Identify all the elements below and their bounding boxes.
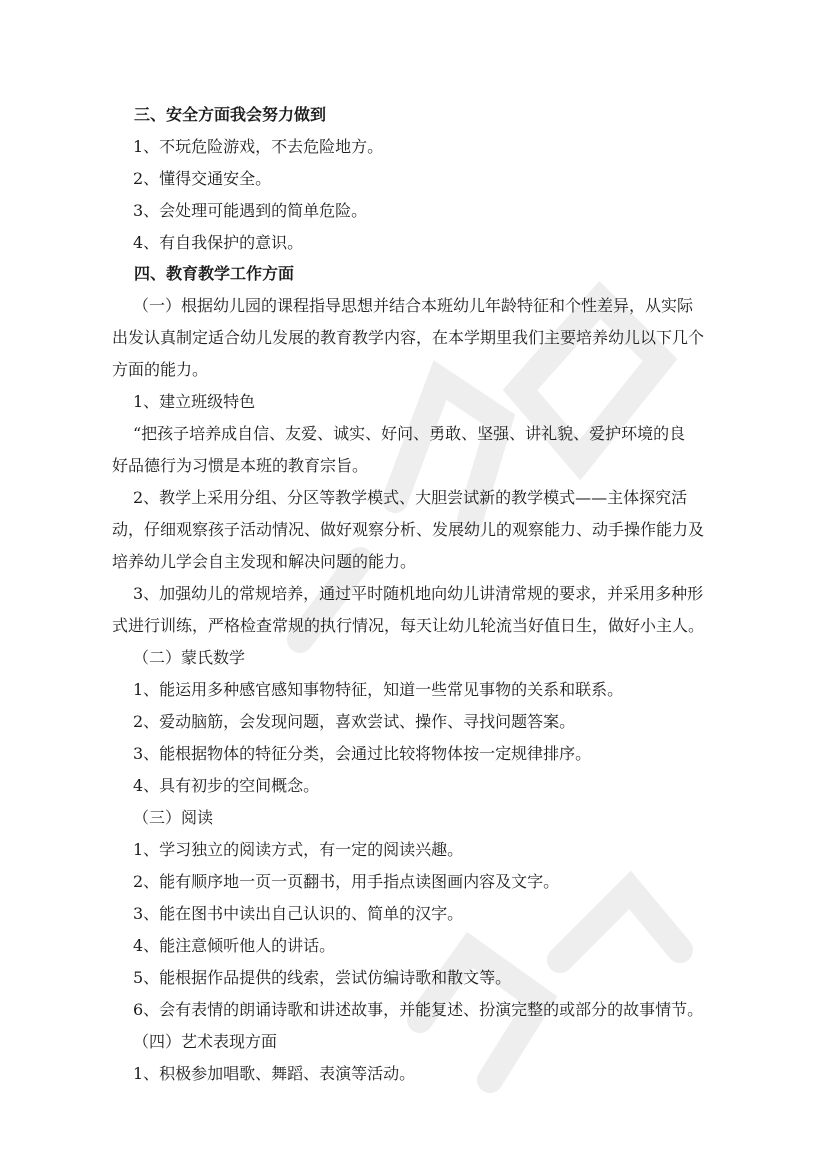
part4-item-1: 1、积极参加唱歌、舞蹈、表演等活动。 bbox=[133, 1064, 416, 1083]
part2-title: （二）蒙氏数学 bbox=[133, 648, 246, 667]
part1-item2-line-2: 动，仔细观察孩子活动情况、做好观察分析、发展幼儿的观察能力、动手操作能力及 bbox=[112, 520, 705, 539]
part1-line-2: 出发认真制定适合幼儿发展的教育教学内容，在本学期里我们主要培养幼儿以下几个 bbox=[112, 328, 705, 347]
part3-title: （三）阅读 bbox=[133, 808, 214, 827]
safety-item-2: 2、懂得交通安全。 bbox=[133, 169, 272, 188]
part2-item-2: 2、爱动脑筋，会发现问题，喜欢尝试、操作、寻找问题答案。 bbox=[133, 712, 576, 731]
safety-item-1: 1、不玩危险游戏，不去危险地方。 bbox=[133, 137, 384, 156]
part3-item-2: 2、能有顺序地一页一页翻书，用手指点读图画内容及文字。 bbox=[133, 872, 560, 891]
part2-item-1: 1、能运用多种感官感知事物特征，知道一些常见事物的关系和联系。 bbox=[133, 680, 624, 699]
part3-item-1: 1、学习独立的阅读方式，有一定的阅读兴趣。 bbox=[133, 840, 464, 859]
part4-title: （四）艺术表现方面 bbox=[133, 1032, 278, 1051]
part1-item1-line-2: 好品德行为习惯是本班的教育宗旨。 bbox=[112, 456, 369, 475]
part3-item-3: 3、能在图书中读出自己认识的、简单的汉字。 bbox=[133, 904, 464, 923]
part3-item-6: 6、会有表情的朗诵诗歌和讲述故事，并能复述、扮演完整的或部分的故事情节。 bbox=[133, 1000, 704, 1019]
part3-item-4: 4、能注意倾听他人的讲话。 bbox=[133, 936, 336, 955]
part1-line-3: 方面的能力。 bbox=[112, 360, 209, 379]
part1-item1-title: 1、建立班级特色 bbox=[133, 392, 256, 411]
safety-item-3: 3、会处理可能遇到的简单危险。 bbox=[133, 201, 368, 220]
part1-line-1: （一）根据幼儿园的课程指导思想并结合本班幼儿年龄特征和个性差异，从实际 bbox=[133, 296, 694, 315]
safety-item-4: 4、有自我保护的意识。 bbox=[133, 233, 304, 252]
part1-item1-line-1: “把孩子培养成自信、友爱、诚实、好问、勇敢、坚强、讲礼貌、爱护环境的良 bbox=[133, 424, 686, 443]
part1-item2-line-1: 2、教学上采用分组、分区等教学模式、大胆尝试新的教学模式——主体探究活 bbox=[133, 488, 688, 507]
part1-item3-line-2: 式进行训练，严格检查常规的执行情况，每天让幼儿轮流当好值日生，做好小主人。 bbox=[112, 616, 705, 635]
part3-item-5: 5、能根据作品提供的线索，尝试仿编诗歌和散文等。 bbox=[133, 968, 512, 987]
part1-item3-line-1: 3、加强幼儿的常规培养，通过平时随机地向幼儿讲清常规的要求，并采用多种形 bbox=[133, 584, 704, 603]
section-heading-teaching: 四、教育教学工作方面 bbox=[134, 264, 295, 283]
part1-item2-line-3: 培养幼儿学会自主发现和解决问题的能力。 bbox=[112, 552, 417, 571]
section-heading-safety: 三、安全方面我会努力做到 bbox=[134, 105, 327, 124]
part2-item-4: 4、具有初步的空间概念。 bbox=[133, 776, 320, 795]
part2-item-3: 3、能根据物体的特征分类，会通过比较将物体按一定规律排序。 bbox=[133, 744, 592, 763]
